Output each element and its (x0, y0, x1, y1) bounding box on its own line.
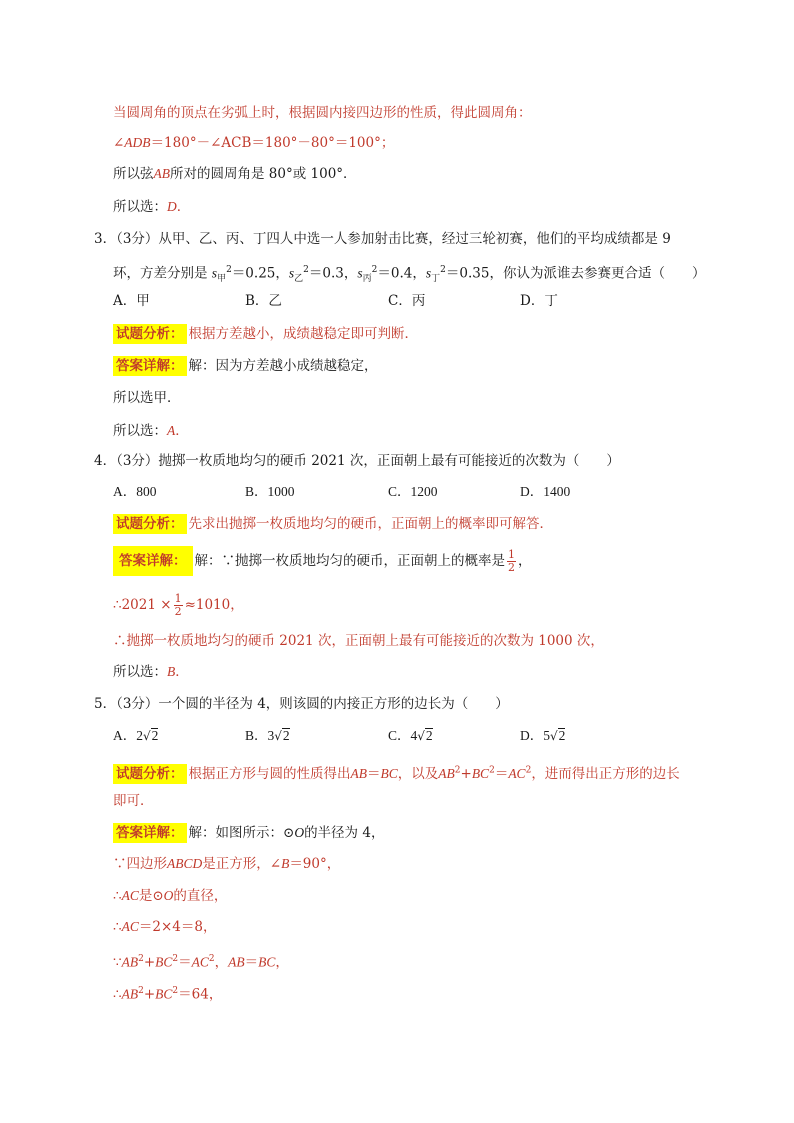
q4-option-a[interactable]: A．800 (113, 484, 157, 499)
sup: 2 (172, 954, 179, 964)
math: ABCD (167, 856, 203, 871)
math: B (281, 856, 290, 871)
text: 的直径， (173, 888, 228, 904)
text: ． (176, 199, 191, 215)
text: 所以选： (113, 199, 167, 215)
q5-option-a[interactable] (113, 726, 158, 746)
numerator: 1 (174, 592, 182, 605)
answer-tag: 答案详解： (113, 546, 193, 576)
text: ＝ (494, 765, 509, 782)
q4-choice-line (113, 662, 189, 682)
math: BC (155, 986, 173, 1002)
text: ＝ (367, 765, 381, 782)
radicand: 2 (425, 728, 433, 743)
question-5-stem: 5．（3分）一个圆的半径为 4，则该圆的内接正方形的边长为（ ） (94, 696, 509, 712)
q3-answer (113, 356, 378, 376)
analysis-tag: 试题分析： (113, 514, 187, 534)
q2-conclusion-line (113, 164, 357, 184)
q5-step-2 (113, 886, 227, 906)
q5-option-b[interactable] (245, 726, 290, 746)
radicand: 2 (282, 728, 290, 743)
text: ＝ (244, 954, 259, 971)
sup: 2 (303, 265, 309, 275)
fraction-one-half (174, 593, 183, 618)
text: ＝64， (178, 986, 223, 1003)
sub-yi: 乙 (294, 274, 304, 285)
denominator: 2 (508, 561, 515, 574)
text: 的半径为 4， (304, 825, 385, 841)
calc-text: ∴2021 × (113, 597, 172, 613)
text: ∵ (113, 954, 122, 971)
var-s: s (425, 265, 432, 281)
text: ． (175, 423, 189, 439)
var-s: s (357, 265, 363, 281)
text: ∴ (113, 919, 122, 935)
q3-answer-line: 所以选甲． (113, 390, 181, 406)
math: AC (121, 888, 139, 903)
q5-analysis-cont: 即可． (113, 793, 154, 809)
sup: 2 (172, 986, 179, 996)
q5-step-1 (113, 854, 340, 874)
math: AC (508, 765, 526, 781)
analysis-text: 根据方差越小，成绩越稳定即可判断． (188, 326, 418, 342)
math: AC (191, 954, 209, 970)
text: ＝2×4＝8， (138, 919, 217, 935)
q3-analysis (113, 324, 418, 344)
math: BC (155, 954, 173, 970)
q4-calculation (113, 591, 244, 619)
sqrt-icon: √ (143, 729, 151, 743)
answer-letter: A (167, 423, 176, 438)
answer-letter: D (167, 199, 177, 214)
text: ，进而得出正方形的边长 (531, 765, 680, 782)
value: ＝0.35，你认为派谁去参赛更合适（ ） (445, 265, 706, 282)
q4-option-b[interactable]: B．1000 (245, 484, 295, 499)
angle-calc: ＝180°－∠ACB＝180°－80°＝100°； (150, 135, 395, 151)
coef: 5 (543, 728, 550, 743)
math: AB (121, 986, 139, 1002)
analysis-tag: 试题分析： (113, 324, 187, 344)
q5-option-d[interactable] (520, 726, 565, 746)
numerator: 1 (508, 548, 515, 561)
question-4-stem: 4．（3分）抛掷一枚质地均匀的硬币 2021 次，正面朝上最有可能接近的次数为（ ） (94, 453, 620, 469)
text: 所以弦 (113, 166, 154, 182)
answer-text: 解：因为方差越小成绩越稳定， (188, 358, 378, 374)
math: AB (121, 954, 139, 970)
answer-tag: 答案详解： (113, 823, 187, 843)
text: ∴ (113, 888, 122, 904)
sub-bing: 丙 (362, 274, 372, 285)
text: ，以及 (397, 765, 439, 782)
sqrt-icon: √ (274, 729, 282, 743)
q5-option-c[interactable] (388, 726, 433, 746)
text: + (460, 765, 472, 782)
text: ＝90°， (289, 856, 341, 872)
sup: 2 (454, 765, 461, 775)
q2-formula-line (113, 133, 394, 153)
text: + (143, 986, 156, 1003)
sup: 2 (489, 765, 495, 775)
coef: 2 (136, 728, 143, 743)
text: ． (175, 664, 189, 680)
text: 环，方差分别是 (113, 265, 208, 282)
value: ＝0.3， (308, 265, 358, 282)
var-s: s (211, 265, 218, 281)
text: 所以选： (113, 664, 167, 680)
value: ＝0.4， (377, 265, 426, 282)
q4-option-c[interactable]: C．1200 (388, 484, 438, 499)
math: BC (471, 765, 490, 781)
label: B． (245, 728, 268, 743)
q3-option-d[interactable]: D．丁 (520, 293, 558, 309)
text: 根据正方形与圆的性质得出 (188, 765, 351, 782)
fraction-one-half (507, 549, 516, 574)
text: ， (275, 954, 289, 971)
q5-step-5 (113, 981, 222, 1005)
q4-conclusion: ∴抛掷一枚质地均匀的硬币 2021 次，正面朝上最有可能接近的次数为 1000 次， (113, 633, 604, 649)
answer-letter: B (167, 664, 176, 679)
q4-option-d[interactable]: D．1400 (520, 484, 571, 499)
q5-answer (113, 823, 384, 843)
sup: 2 (226, 265, 232, 275)
q3-option-c[interactable]: C．丙 (388, 293, 426, 309)
text: 所以选： (113, 423, 167, 439)
math: AB (438, 765, 455, 781)
sqrt-icon: √ (417, 729, 425, 743)
math: O (163, 888, 174, 903)
q3-option-a[interactable]: A．甲 (113, 293, 150, 309)
q4-analysis (113, 514, 553, 534)
question-3-stem: 3．（3分）从甲、乙、丙、丁四人中选一人参加射击比赛，经过三轮初赛，他们的平均成绩都是 9 (94, 231, 671, 247)
sub-ding: 丁 (431, 274, 441, 285)
sup: 2 (138, 954, 144, 964)
math: AB (228, 954, 245, 970)
text: ∴ (113, 986, 122, 1003)
analysis-tag: 试题分析： (113, 764, 187, 784)
sup: 2 (371, 265, 378, 275)
math: AB (350, 765, 367, 781)
sqrt-icon: √ (550, 729, 558, 743)
denominator: 2 (174, 605, 182, 618)
sub-jia: 甲 (217, 274, 227, 285)
sup: 2 (525, 765, 532, 775)
var-s: s (288, 265, 295, 281)
sup: 2 (208, 954, 215, 964)
math-ab: AB (153, 166, 170, 181)
radicand: 2 (558, 728, 566, 743)
text: 所对的圆周角是 80°或 100°． (170, 166, 357, 182)
text: ∵四边形 (113, 856, 167, 872)
answer-text: 解：∵抛掷一枚质地均匀的硬币，正面朝上的概率是 (194, 553, 505, 569)
q5-step-4 (113, 949, 289, 973)
label: C． (388, 728, 411, 743)
q5-analysis (113, 760, 680, 784)
analysis-text (189, 766, 680, 782)
coef: 4 (410, 728, 418, 743)
answer-tag: 答案详解： (113, 356, 187, 376)
calc-text: ≈1010， (184, 597, 244, 613)
analysis-text: 先求出抛掷一枚质地均匀的硬币，正面朝上的概率即可解答． (188, 516, 553, 532)
text: + (143, 954, 156, 971)
coef: 3 (267, 728, 275, 743)
q4-answer (113, 547, 532, 575)
q2-text-line: 当圆周角的顶点在劣弧上时，根据圆内接四边形的性质，得此圆周角： (113, 105, 532, 121)
q5-step-3 (113, 917, 216, 937)
q3-choice-line (113, 421, 189, 441)
q3-option-b[interactable]: B．乙 (245, 293, 282, 309)
math: BC (258, 954, 276, 970)
label: A． (113, 728, 137, 743)
math: AC (121, 919, 139, 934)
angle-adb: ∠ADB (113, 135, 151, 150)
text: 是⊙ (138, 888, 164, 904)
math: BC (380, 765, 398, 781)
text: 解：如图所示：⊙ (188, 825, 295, 841)
radicand: 2 (151, 728, 159, 743)
question-3-variances (113, 260, 705, 289)
sup: 2 (440, 265, 446, 275)
sup: 2 (138, 986, 144, 996)
text: 是正方形，∠ (202, 856, 282, 872)
text: ， (518, 553, 532, 569)
label: D． (520, 728, 544, 743)
q2-choice-line (113, 197, 190, 217)
text: ＝ (178, 954, 192, 971)
text: ， (214, 954, 229, 971)
value: ＝0.25， (231, 265, 289, 282)
math: O (294, 825, 305, 840)
